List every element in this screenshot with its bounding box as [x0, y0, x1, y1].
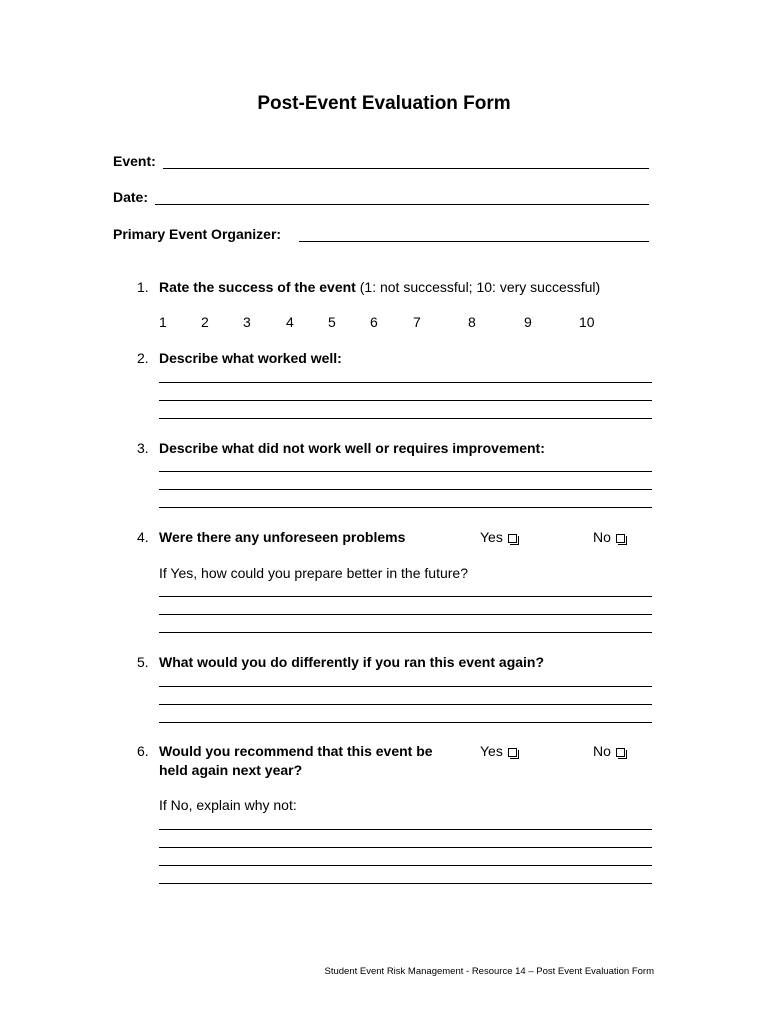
q2-answer-line[interactable]	[159, 382, 652, 383]
q4-question: Were there any unforeseen problems	[159, 529, 406, 545]
q6-yes-label: Yes	[480, 743, 503, 759]
q5-answer-line[interactable]	[159, 704, 652, 705]
date-label: Date:	[113, 189, 149, 205]
form-title: Post-Event Evaluation Form	[257, 93, 511, 114]
rating-5[interactable]: 5	[328, 314, 336, 330]
rating-4[interactable]: 4	[286, 314, 294, 330]
q4-answer-line[interactable]	[159, 632, 652, 633]
event-label: Event:	[113, 153, 156, 169]
q5-question: What would you do differently if you ran this event again?	[159, 654, 545, 670]
rating-7[interactable]: 7	[413, 314, 421, 330]
organizer-label: Primary Event Organizer:	[113, 226, 282, 242]
q6-answer-line[interactable]	[159, 865, 652, 866]
q6-number: 6.	[137, 743, 149, 759]
q2-answer-line[interactable]	[159, 400, 652, 401]
organizer-field[interactable]	[299, 241, 649, 242]
checkbox-icon[interactable]	[616, 748, 625, 757]
q6-question-line1: Would you recommend that this event be	[159, 743, 433, 759]
q2-answer-line[interactable]	[159, 418, 652, 419]
q5-answer-line[interactable]	[159, 722, 652, 723]
q4-no-label: No	[593, 529, 611, 545]
q1-number: 1.	[137, 279, 149, 295]
q6-yes-option[interactable]	[480, 743, 517, 759]
q6-answer-line[interactable]	[159, 847, 652, 848]
q2-question: Describe what worked well:	[159, 350, 342, 366]
q6-answer-line[interactable]	[159, 829, 652, 830]
q4-number: 4.	[137, 529, 149, 545]
q1-question	[159, 279, 600, 295]
date-field[interactable]	[155, 204, 649, 205]
event-field[interactable]	[163, 168, 649, 169]
q6-no-label: No	[593, 743, 611, 759]
q6-followup: If No, explain why not:	[159, 797, 297, 813]
q3-question: Describe what did not work well or requires improvement:	[159, 440, 545, 456]
rating-1[interactable]: 1	[159, 314, 167, 330]
q3-answer-line[interactable]	[159, 507, 652, 508]
q4-answer-line[interactable]	[159, 596, 652, 597]
q6-no-option[interactable]	[593, 743, 625, 759]
checkbox-icon[interactable]	[616, 534, 625, 543]
rating-8[interactable]: 8	[468, 314, 476, 330]
q4-no-option[interactable]	[593, 529, 625, 545]
q3-answer-line[interactable]	[159, 489, 652, 490]
q4-yes-option[interactable]	[480, 529, 517, 545]
q4-followup: If Yes, how could you prepare better in the future?	[159, 565, 468, 581]
q6-answer-line[interactable]	[159, 883, 652, 884]
rating-10[interactable]: 10	[579, 314, 595, 330]
q1-scale-hint: (1: not successful; 10: very successful)	[355, 279, 601, 295]
rating-9[interactable]: 9	[524, 314, 532, 330]
q3-number: 3.	[137, 440, 149, 456]
checkbox-icon[interactable]	[508, 534, 517, 543]
q5-answer-line[interactable]	[159, 686, 652, 687]
q6-question-line2: held again next year?	[159, 762, 303, 778]
rating-3[interactable]: 3	[243, 314, 251, 330]
rating-6[interactable]: 6	[370, 314, 378, 330]
rating-2[interactable]: 2	[201, 314, 209, 330]
page-footer: Student Event Risk Management - Resource 14 – Post Event Evaluation Form	[324, 966, 654, 977]
q4-answer-line[interactable]	[159, 614, 652, 615]
q4-yes-label: Yes	[480, 529, 503, 545]
q1-bold: Rate the success of the event	[159, 279, 356, 295]
q5-number: 5.	[137, 654, 149, 670]
checkbox-icon[interactable]	[508, 748, 517, 757]
q2-number: 2.	[137, 350, 149, 366]
q3-answer-line[interactable]	[159, 471, 652, 472]
